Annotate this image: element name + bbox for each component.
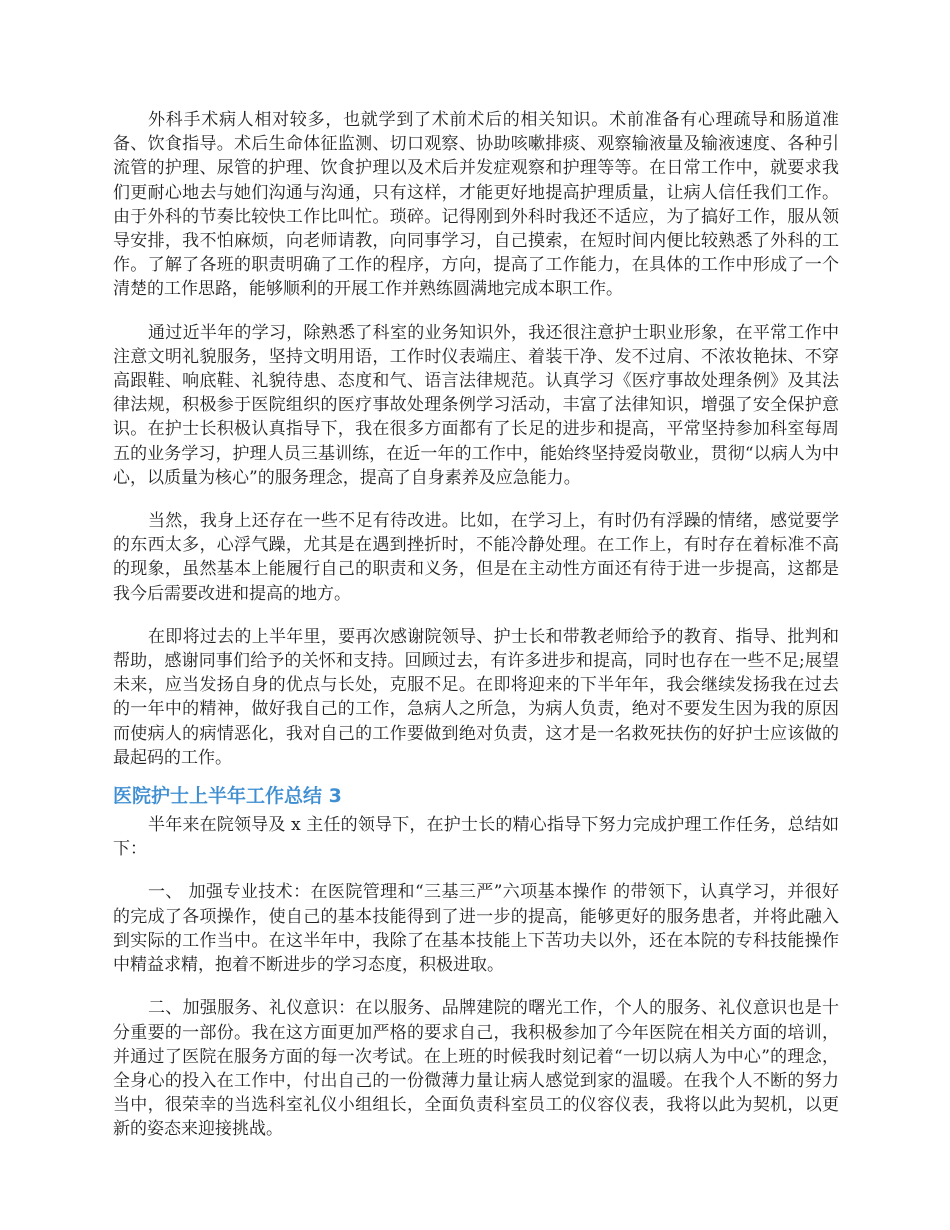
paragraph-surgery-knowledge: 外科手术病人相对较多，也就学到了术前术后的相关知识。术前准备有心理疏导和肠道准备、饮食指导。术后生命体征监测、切口观察、协助咳嗽排痰、观察输液量及输液速度、各种引流管的护理、尿管的护理、饮食护理以及术后并发症观察和护理等等。在日常工作中，就要求我们更耐心地去与她们沟通与沟通，只有这样，才能更好地提高护理质量，让病人信任我们工作。由于外科的节奏比较快工作比叫忙。琐碎。记得刚到外科时我还不适应，为了搞好工作，服从领导安排，我不怕麻烦，向老师请教，向同事学习，自己摸索，在短时间内便比较熟悉了外科的工作。了解了各班的职责明确了工作的程序，方向，提高了工作能力，在具体的工作中形成了一个清楚的工作思路，能够顺利的开展工作并熟练圆满地完成本职工作。 bbox=[113, 110, 839, 300]
paragraph-professional-image: 通过近半年的学习，除熟悉了科室的业务知识外，我还很注意护士职业形象，在平常工作中注意文明礼貌服务，坚持文明用语，工作时仪表端庄、着装干净、发不过肩、不浓妆艳抹、不穿高跟鞋、响底鞋、礼貌待患、态度和气、语言法律规范。认真学习《医疗事故处理条例》及其法律法规，积极参于医院组织的医疗事故处理条例学习活动，丰富了法律知识，增强了安全保护意识。在护士长积极认真指导下，我在很多方面都有了长足的进步和提高，平常坚持参加科室每周五的业务学习，护理人员三基训练，在近一年的工作中，能始终坚持爱岗敬业，贯彻“以病人为中心，以质量为核心”的服务理念，提高了自身素养及应急能力。 bbox=[113, 322, 839, 488]
document-page bbox=[113, 108, 839, 1142]
paragraph-professional-skills: 一、 加强专业技术：在医院管理和“三基三严”六项基本操作 的带领下，认真学习，并很好的完成了各项操作，使自己的基本技能得到了进一步的提高，能够更好的服务患者，并将此融入到实际的工作当中。在这半年中，我除了在基本技能上下苦功夫以外，还在本院的专科技能操作中精益求精，抱着不断进步的学习态度，积极进取。 bbox=[113, 882, 839, 976]
section-heading: 医院护士上半年工作总结 3 bbox=[113, 785, 342, 808]
paragraph-thanks-outlook: 在即将过去的上半年里，要再次感谢院领导、护士长和带教老师给予的教育、指导、批判和帮助，感谢同事们给予的关怀和支持。回顾过去，有许多进步和提高，同时也存在一些不足;展望未来，应当发扬自身的优点与长处，克服不足。在即将迎来的下半年年，我会继续发扬我在过去的一年中的精神，做好我自己的工作，急病人之所急，为病人负责，绝对不要发生因为我的原因而使病人的病情恶化，我对自己的工作要做到绝对负责，这才是一名救死扶伤的好护士应该做的最起码的工作。 bbox=[113, 626, 839, 768]
paragraph-summary-intro: 半年来在院领导及 x 主任的领导下，在护士长的精心指导下努力完成护理工作任务，总结如下： bbox=[113, 815, 839, 860]
paragraph-shortcomings: 当然，我身上还存在一些不足有待改进。比如，在学习上，有时仍有浮躁的情绪，感觉要学的东西太多，心浮气躁，尤其是在遇到挫折时，不能冷静处理。在工作上，有时存在着标准不高的现象，虽然基本上能履行自己的职责和义务，但是在主动性方面还有待于进一步提高，这都是我今后需要改进和提高的地方。 bbox=[113, 511, 839, 604]
paragraph-service-etiquette: 二、加强服务、礼仪意识：在以服务、品牌建院的曙光工作，个人的服务、礼仪意识也是十分重要的一部份。我在这方面更加严格的要求自己，我积极参加了今年医院在相关方面的培训，并通过了医院在服务方面的每一次考试。在上班的时候我时刻记着“一切以病人为中心”的理念，全身心的投入在工作中，付出自己的一份微薄力量让病人感觉到家的温暖。在我个人不断的努力当中，很荣幸的当选科室礼仪小组组长，全面负责科室员工的仪容仪表，我将以此为契机，以更新的姿态来迎接挑战。 bbox=[113, 998, 839, 1140]
